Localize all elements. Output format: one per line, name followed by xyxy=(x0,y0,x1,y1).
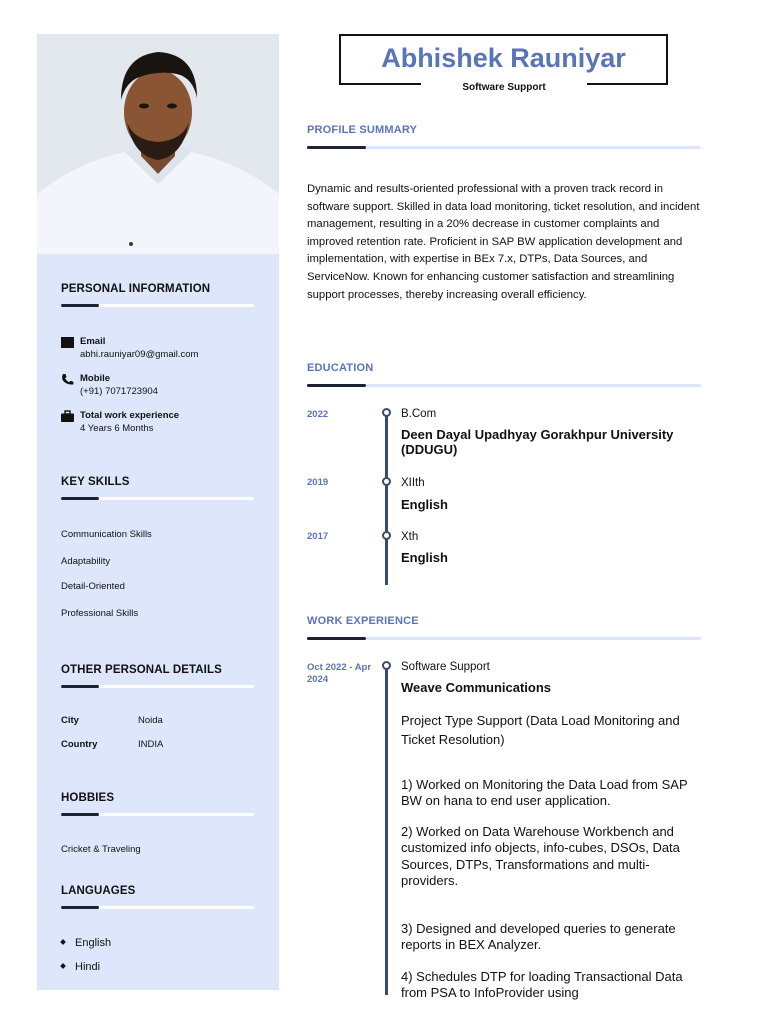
education-institution: Deen Dayal Upadhyay Gorakhpur University (DDUGU) xyxy=(401,427,674,457)
personal-information-heading: PERSONAL INFORMATION xyxy=(61,283,211,295)
email-icon xyxy=(61,337,74,348)
section-divider xyxy=(307,146,701,149)
work-company: Weave Communications xyxy=(401,680,552,695)
education-year: 2019 xyxy=(307,477,329,488)
language-item xyxy=(61,937,111,949)
work-point: 1) Worked on Monitoring the Data Load from SAP BW on hana to end user application. xyxy=(401,777,688,809)
section-divider xyxy=(61,685,254,688)
mobile-label: Mobile xyxy=(80,373,111,384)
work-point: 4) Schedules DTP for loading Transactional Data from PSA to InfoProvider using xyxy=(401,969,683,1001)
skill-item: Professional Skills xyxy=(61,608,139,619)
email-value[interactable]: abhi.rauniyar09@gmail.com xyxy=(80,349,199,360)
education-heading: EDUCATION xyxy=(307,362,374,374)
section-divider xyxy=(61,497,254,500)
skill-item: Detail-Oriented xyxy=(61,581,125,592)
section-divider xyxy=(307,637,701,640)
skill-item: Communication Skills xyxy=(61,529,152,540)
timeline-dot-icon xyxy=(382,661,391,670)
key-skills-heading: KEY SKILLS xyxy=(61,476,130,488)
section-divider xyxy=(307,384,701,387)
phone-icon xyxy=(61,374,74,385)
timeline-dot-icon xyxy=(382,531,391,540)
work-project: Project Type Support (Data Load Monitoring and Ticket Resolution) xyxy=(401,713,680,747)
language-label: Hindi xyxy=(75,961,101,973)
work-point: 3) Designed and developed queries to generate reports in BEX Analyzer. xyxy=(401,921,676,953)
personal-information-section xyxy=(61,283,254,307)
section-divider xyxy=(61,304,254,307)
briefcase-icon xyxy=(61,411,74,422)
profile-summary-heading: PROFILE SUMMARY xyxy=(307,124,418,136)
candidate-name: Abhishek Rauniyar xyxy=(381,43,626,73)
education-degree: XIIth xyxy=(401,477,425,489)
country-label: Country xyxy=(61,739,98,750)
email-label: Email xyxy=(80,336,106,347)
education-degree: Xth xyxy=(401,531,419,543)
education-timeline xyxy=(385,412,388,585)
bullet-icon xyxy=(60,963,66,969)
work-role: Software Support xyxy=(401,661,490,673)
language-label: English xyxy=(75,937,112,949)
key-skills-section xyxy=(61,476,254,500)
experience-label: Total work experience xyxy=(80,410,180,421)
hobbies-heading: HOBBIES xyxy=(61,792,115,804)
work-point: 2) Worked on Data Warehouse Workbench and customized info objects, info-cubes, DSOs, Data Sources, DTPs, Transformations and multi-providers. xyxy=(401,824,680,889)
city-label: City xyxy=(61,715,79,726)
other-details-heading: OTHER PERSONAL DETAILS xyxy=(61,664,222,676)
profile-photo-illustration xyxy=(37,34,279,254)
work-period: Oct 2022 - Apr 2024 xyxy=(307,662,372,685)
candidate-role: Software Support xyxy=(421,80,587,95)
city-value: Noida xyxy=(138,715,163,726)
work-experience-heading: WORK EXPERIENCE xyxy=(307,615,419,627)
languages-heading: LANGUAGES xyxy=(61,885,136,897)
sidebar xyxy=(37,34,279,990)
other-details-section xyxy=(61,664,254,688)
bullet-icon xyxy=(60,939,66,945)
timeline-dot-icon xyxy=(382,408,391,417)
education-institution: English xyxy=(401,550,448,565)
language-item xyxy=(61,961,100,973)
education-degree: B.Com xyxy=(401,408,437,420)
profile-summary-text: Dynamic and results-oriented professional with a proven track record in software support. Skilled in data load monitoring, ticket resolution, and incident management, resulting in a 20% decrease in customer complaints and improved retention rate. Proficient in SAP BW application development and implementation, with expertise in BEx 7.x, DTPs, Data Sources, and ServiceNow. Known for enhancing customer satisfaction and streamlining support processes, thereby increasing overall efficiency. xyxy=(307,183,700,301)
profile-photo xyxy=(37,34,279,254)
work-timeline xyxy=(385,665,388,995)
education-year: 2017 xyxy=(307,531,329,542)
mobile-value[interactable]: (+91) 7071723904 xyxy=(80,386,158,397)
languages-section xyxy=(61,885,254,909)
section-divider xyxy=(61,906,254,909)
timeline-dot-icon xyxy=(382,477,391,486)
education-year: 2022 xyxy=(307,409,329,420)
country-value: INDIA xyxy=(138,739,164,750)
resume-page xyxy=(37,34,700,1001)
experience-value: 4 Years 6 Months xyxy=(80,423,154,434)
skill-item: Adaptability xyxy=(61,556,111,567)
education-institution: English xyxy=(401,497,448,512)
hobbies-text: Cricket & Traveling xyxy=(61,844,141,855)
hobbies-section xyxy=(61,792,254,816)
section-divider xyxy=(61,813,254,816)
name-box xyxy=(339,34,668,85)
